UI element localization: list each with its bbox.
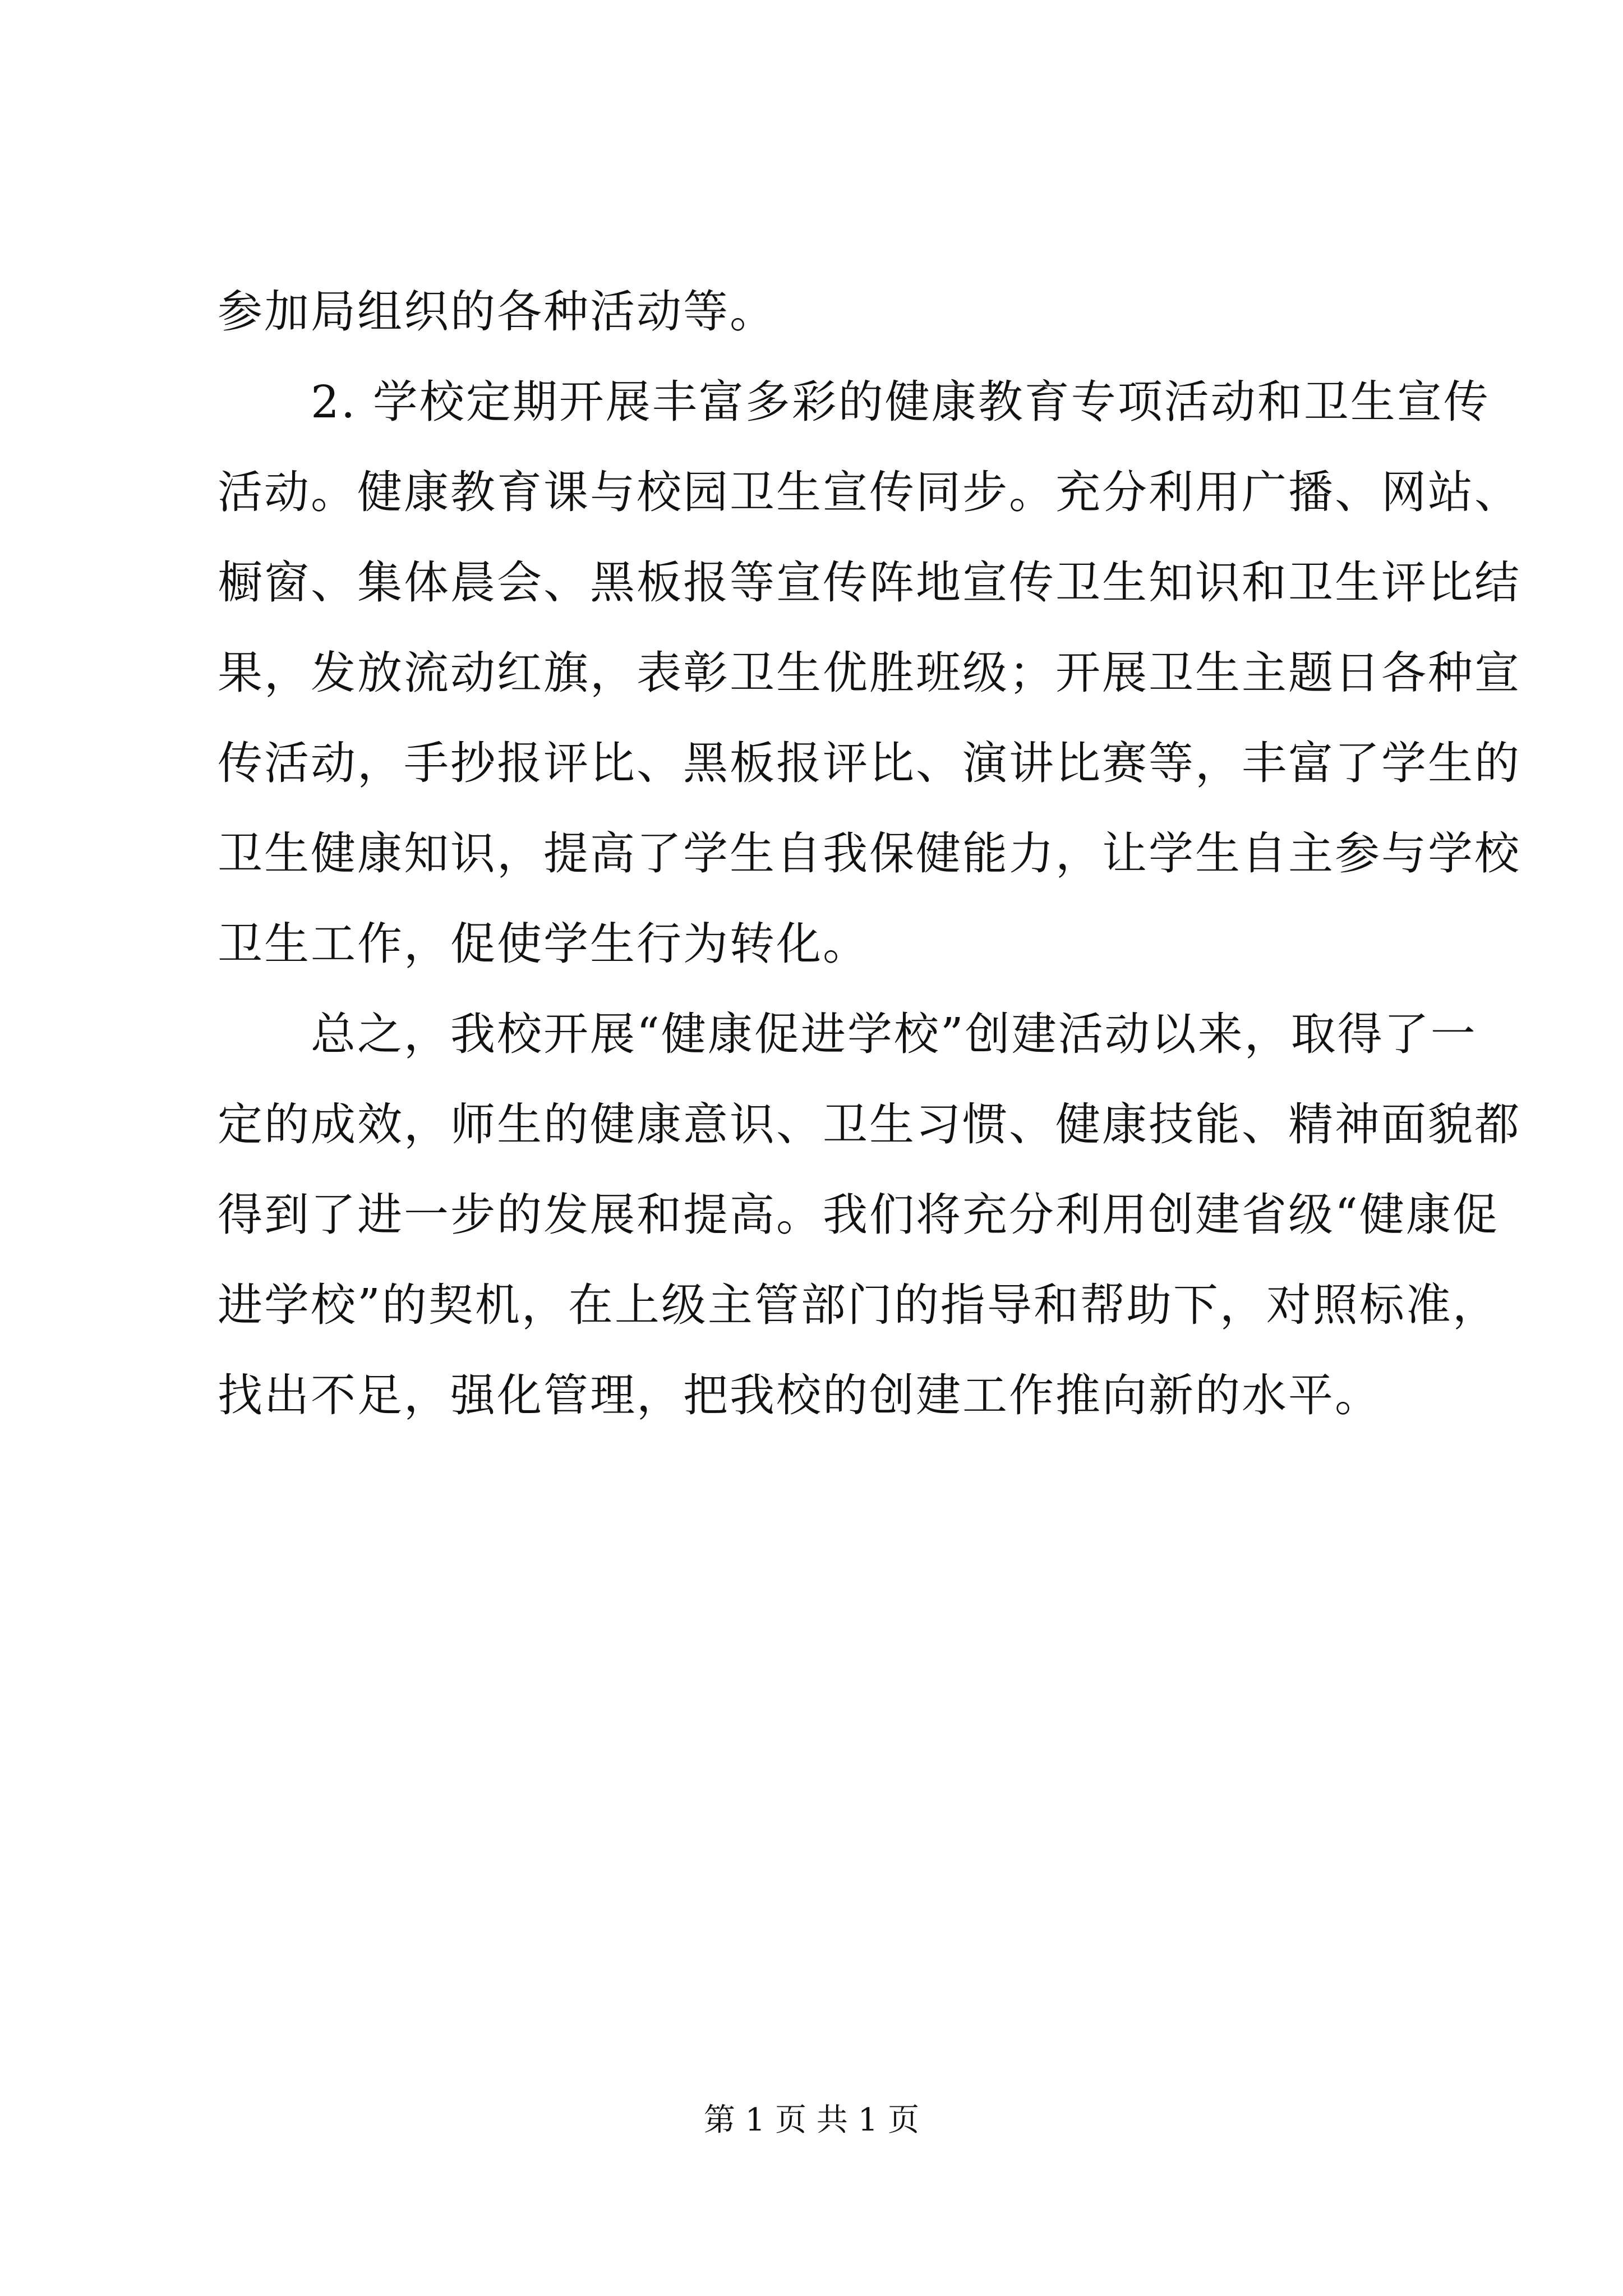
text-line: 橱窗、集体晨会、黑板报等宣传阵地宣传卫生知识和卫生评比结 [218, 556, 1521, 609]
text-line: 2. 学校定期开展丰富多彩的健康教育专项活动和卫生宣传 [218, 376, 1490, 428]
text-line: 参加局组织的各种活动等。 [218, 286, 776, 338]
text-line: 定的成效，师生的健康意识、卫生习惯、健康技能、精神面貌都 [218, 1098, 1521, 1151]
text-line: 总之，我校开展“健康促进学校”创建活动以来，取得了一 [218, 1008, 1477, 1060]
text-line: 得到了进一步的发展和提高。我们将充分利用创建省级“健康促 [218, 1189, 1499, 1241]
text-line: 进学校”的契机，在上级主管部门的指导和帮助下，对照标准， [218, 1279, 1499, 1331]
text-line: 找出不足，强化管理，把我校的创建工作推向新的水平。 [218, 1369, 1381, 1421]
body-text [218, 266, 1521, 1441]
page-footer: 第 1 页 共 1 页 [703, 2102, 920, 2138]
text-line: 果，发放流动红旗，表彰卫生优胜班级；开展卫生主题日各种宣 [218, 647, 1521, 699]
text-line: 卫生健康知识，提高了学生自我保健能力，让学生自主参与学校 [218, 827, 1521, 880]
text-line: 卫生工作，促使学生行为转化。 [218, 918, 869, 970]
text-line: 传活动，手抄报评比、黑板报评比、演讲比赛等，丰富了学生的 [218, 737, 1521, 789]
text-line: 活动。健康教育课与校园卫生宣传同步。充分利用广播、网站、 [218, 466, 1521, 518]
